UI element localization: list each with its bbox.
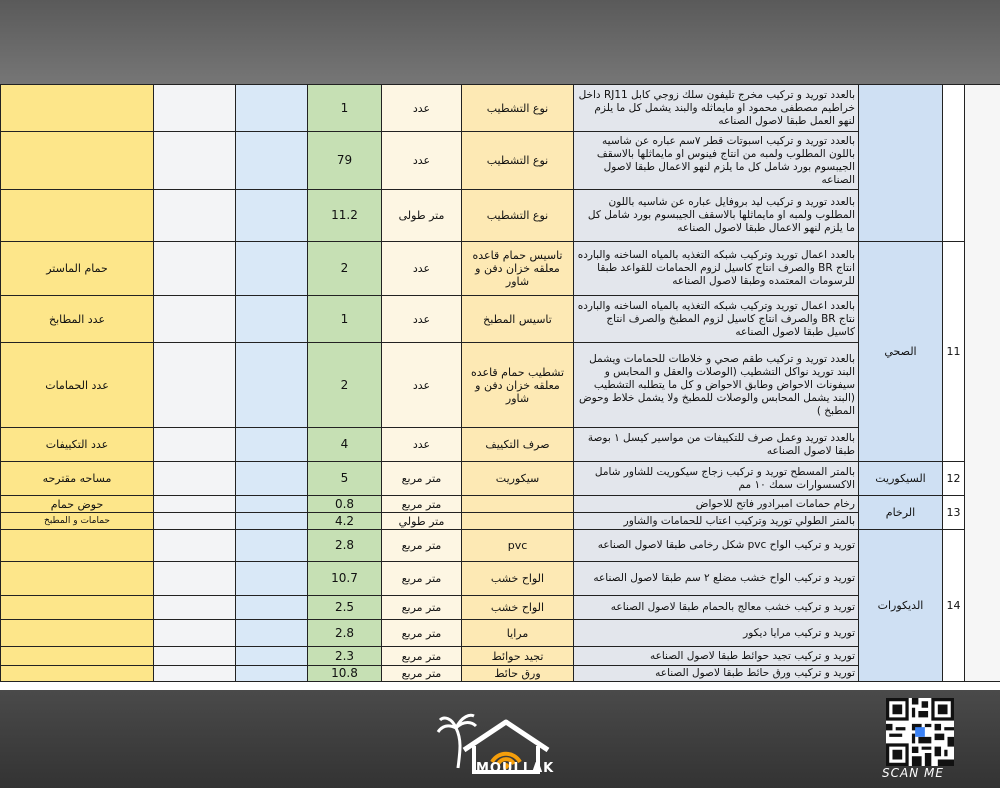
ref-cell: حوض حمام bbox=[1, 496, 154, 513]
desc-cell: بالمتر الطولي توريد وتركيب اعتاب للحمامات والشاور bbox=[574, 513, 859, 530]
table-row bbox=[1, 647, 1000, 666]
desc-cell: رخام حمامات امبرادور فاتح للاحواض bbox=[574, 496, 859, 513]
unit-cell: متر طولي bbox=[382, 513, 462, 530]
type-cell: ورق حائط bbox=[462, 666, 574, 682]
unit-cell: متر مربع bbox=[382, 530, 462, 562]
desc-cell: بالعدد توريد و تركيب طقم صحي و خلاطات للحمامات ويشمل البند توريد نواكل التشطيب (الوصلات والعقل و المحابس و سيفونات الاحواض وطابق الاحواض و كل ما يتطلبه التشطيب (البند يشمل المحابس والوصلات للمطبخ ولا يشمل خلاط وحوض المطبخ ) bbox=[574, 343, 859, 428]
desc-cell: بالعدد توريد و تركيب مخرج تليفون سلك زوجي كابل RJ11 داخل خراطيم مصطفى محمود او مايماثله والبند يشمل كل ما يلزم لنهو العمل طبقا لاصول الصناعه bbox=[574, 85, 859, 132]
table-row bbox=[1, 428, 1000, 462]
unit-cell: متر مربع bbox=[382, 596, 462, 620]
table-row bbox=[1, 513, 1000, 530]
table-row bbox=[1, 562, 1000, 596]
qty-cell: 1 bbox=[308, 296, 382, 343]
desc-cell: بالمتر المسطح توريد و تركيب زجاج سيكوريت للشاور شامل الاكسسوارات سمك ١٠ مم bbox=[574, 462, 859, 496]
qty-cell: 11.2 bbox=[308, 190, 382, 242]
table-row bbox=[1, 85, 1000, 132]
type-cell: pvc bbox=[462, 530, 574, 562]
category-cell: الرخام bbox=[859, 496, 943, 530]
ref-cell bbox=[1, 596, 154, 620]
qty-cell: 0.8 bbox=[308, 496, 382, 513]
desc-cell: توريد و تركيب تجيد حوائط طبقا لاصول الصناعه bbox=[574, 647, 859, 666]
qty-cell: 1 bbox=[308, 85, 382, 132]
ref-cell: حمام الماستر bbox=[1, 242, 154, 296]
type-cell: صرف التكييف bbox=[462, 428, 574, 462]
item-number-cell: 11 bbox=[943, 242, 965, 462]
item-number-cell: 12 bbox=[943, 462, 965, 496]
table-row bbox=[1, 242, 1000, 296]
qty-cell: 79 bbox=[308, 132, 382, 190]
category-cell: السيكوريت bbox=[859, 462, 943, 496]
type-cell: الواح خشب bbox=[462, 562, 574, 596]
ref-cell: عدد المطابخ bbox=[1, 296, 154, 343]
category-cell: الصحي bbox=[859, 242, 943, 462]
desc-cell: بالعدد توريد وعمل صرف للتكييفات من مواسير كيسل ١ بوصة طبقا لاصول الصناعه bbox=[574, 428, 859, 462]
table-row bbox=[1, 496, 1000, 513]
type-cell bbox=[462, 496, 574, 513]
qty-cell: 2.3 bbox=[308, 647, 382, 666]
boq-table bbox=[0, 84, 1000, 682]
qty-cell: 4.2 bbox=[308, 513, 382, 530]
item-number-cell bbox=[943, 85, 965, 242]
category-cell bbox=[859, 85, 943, 242]
ref-cell bbox=[1, 530, 154, 562]
ref-cell bbox=[1, 666, 154, 682]
ref-cell bbox=[1, 190, 154, 242]
ref-cell: عدد التكييفات bbox=[1, 428, 154, 462]
category-cell: الديكورات bbox=[859, 530, 943, 682]
top-band bbox=[0, 0, 1000, 84]
qty-cell: 4 bbox=[308, 428, 382, 462]
desc-cell: بالعدد اعمال توريد وتركيب شبكه التغذيه بالمياه الساخنه والبارده نتاج BR والصرف انتاج كاسيل لزوم المطبخ والصرف انتاج كاسيل طبقا لاصول الصناعه bbox=[574, 296, 859, 343]
brand-name: MOULLAK bbox=[476, 761, 555, 776]
unit-cell: عدد bbox=[382, 428, 462, 462]
ref-cell bbox=[1, 647, 154, 666]
unit-cell: عدد bbox=[382, 343, 462, 428]
table-row bbox=[1, 596, 1000, 620]
type-cell: الواح خشب bbox=[462, 596, 574, 620]
type-cell: تاسيس حمام قاعده معلقه خزان دفن و شاور bbox=[462, 242, 574, 296]
table-row bbox=[1, 462, 1000, 496]
qr-code-icon[interactable] bbox=[886, 698, 954, 766]
type-cell: نوع التشطيب bbox=[462, 132, 574, 190]
qty-cell: 2 bbox=[308, 343, 382, 428]
qty-cell: 2.8 bbox=[308, 530, 382, 562]
ref-cell: مساحه مقترحه bbox=[1, 462, 154, 496]
unit-cell: متر طولى bbox=[382, 190, 462, 242]
qty-cell: 10.7 bbox=[308, 562, 382, 596]
ref-cell: عدد الحمامات bbox=[1, 343, 154, 428]
unit-cell: عدد bbox=[382, 132, 462, 190]
type-cell bbox=[462, 513, 574, 530]
type-cell: نوع التشطيب bbox=[462, 190, 574, 242]
table-row bbox=[1, 190, 1000, 242]
desc-cell: توريد و تركيب ورق حائط طبقا لاصول الصناعه bbox=[574, 666, 859, 682]
type-cell: تشطيب حمام قاعده معلقه خزان دفن و شاور bbox=[462, 343, 574, 428]
ref-cell bbox=[1, 132, 154, 190]
unit-cell: عدد bbox=[382, 85, 462, 132]
unit-cell: متر مربع bbox=[382, 620, 462, 647]
table-row bbox=[1, 343, 1000, 428]
table-row bbox=[1, 666, 1000, 682]
desc-cell: توريد و تركيب خشب معالج بالحمام طبقا لاصول الصناعه bbox=[574, 596, 859, 620]
qty-cell: 2.5 bbox=[308, 596, 382, 620]
type-cell: تجيد حوائط bbox=[462, 647, 574, 666]
table-row bbox=[1, 132, 1000, 190]
table-row bbox=[1, 530, 1000, 562]
unit-cell: متر مربع bbox=[382, 562, 462, 596]
table-row bbox=[1, 296, 1000, 343]
item-number-cell: 13 bbox=[943, 496, 965, 530]
unit-cell: عدد bbox=[382, 296, 462, 343]
type-cell: تاسيس المطبخ bbox=[462, 296, 574, 343]
desc-cell: بالعدد توريد و تركيب ليد بروفايل عباره عن شاسيه باللون المطلوب ولمبه او مايماثلها بالاسقف الجيبسوم بورد شامل كل ما يلزم لنهو الاعمال طبقا لاصول الصناعه bbox=[574, 190, 859, 242]
ref-cell bbox=[1, 562, 154, 596]
unit-cell: متر مربع bbox=[382, 496, 462, 513]
ref-cell bbox=[1, 620, 154, 647]
unit-cell: عدد bbox=[382, 242, 462, 296]
qty-cell: 2.8 bbox=[308, 620, 382, 647]
type-cell: مرايا bbox=[462, 620, 574, 647]
table-row bbox=[1, 620, 1000, 647]
desc-cell: توريد و تركيب مرايا ديكور bbox=[574, 620, 859, 647]
unit-cell: متر مربع bbox=[382, 647, 462, 666]
desc-cell: توريد و تركيب الواح pvc شكل رخامى طبقا لاصول الصناعه bbox=[574, 530, 859, 562]
unit-cell: متر مربع bbox=[382, 666, 462, 682]
qty-cell: 10.8 bbox=[308, 666, 382, 682]
ref-cell: حمامات و المطبخ bbox=[1, 513, 154, 530]
type-cell: سيكوريت bbox=[462, 462, 574, 496]
qty-cell: 5 bbox=[308, 462, 382, 496]
type-cell: نوع التشطيب bbox=[462, 85, 574, 132]
unit-cell: متر مربع bbox=[382, 462, 462, 496]
qty-cell: 2 bbox=[308, 242, 382, 296]
scan-me-label: SCAN ME bbox=[882, 766, 944, 780]
desc-cell: بالعدد توريد و تركيب اسبوتات قطر ٧سم عباره عن شاسيه باللون المطلوب ولمبه من انتاج فينوس او مايماثلها بالاسقف الجيبسوم بورد شامل كل ما يلزم لنهو الاعمال طبقا لاصول الصناعه bbox=[574, 132, 859, 190]
desc-cell: بالعدد اعمال توريد وتركيب شبكه التغذيه بالمياه الساخنه والبارده انتاج BR والصرف انتاج كاسيل لزوم الحمامات للقواعد طبقا للرسومات المعتمده وطبقا لاصول الصناعه bbox=[574, 242, 859, 296]
desc-cell: توريد و تركيب الواح خشب مضلع ٢ سم طبقا لاصول الصناعه bbox=[574, 562, 859, 596]
item-number-cell: 14 bbox=[943, 530, 965, 682]
ref-cell bbox=[1, 85, 154, 132]
